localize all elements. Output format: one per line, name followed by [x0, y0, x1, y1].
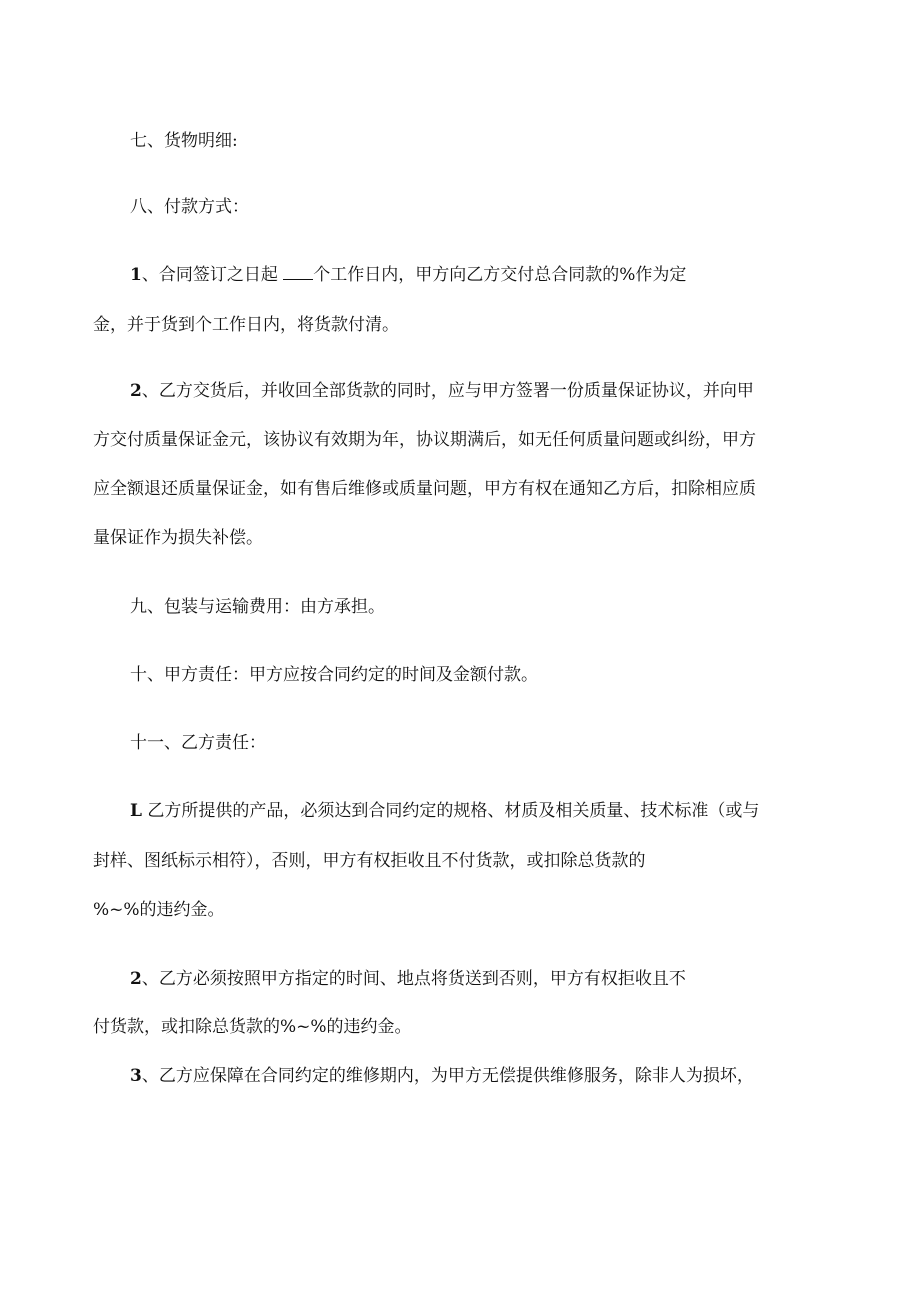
payment-clause-1-line-1: [130, 264, 686, 286]
section-9-heading: 九、包装与运输费用：由方承担。: [130, 597, 385, 617]
clause-text: 乙方所提供的产品，必须达到合同约定的规格、材质及相关质量、技术标准（或与: [141, 801, 760, 821]
party-b-clause-1-line-3: %~%的违约金。: [93, 900, 225, 920]
payment-clause-2-line-3: 应全额退还质量保证金，如有售后维修或质量问题，甲方有权在通知乙方后，扣除相应质: [93, 479, 756, 499]
clause-number: 3: [130, 1066, 142, 1086]
section-10-heading: 十、甲方责任：甲方应按合同约定的时间及金额付款。: [130, 665, 538, 685]
clause-text: 、乙方交货后，并收回全部货款的同时，应与甲方签署一份质量保证协议，并向甲: [141, 381, 754, 401]
clause-number: 2: [130, 969, 142, 989]
party-b-clause-2-line-1: [130, 968, 686, 990]
payment-clause-1-line-2: 金，并于货到个工作日内，将货款付清。: [93, 315, 399, 335]
section-7-heading: 七、货物明细:: [130, 131, 238, 151]
party-b-clause-1-line-2: 封样、图纸标示相符），否则，甲方有权拒收且不付货款，或扣除总货款的: [93, 851, 646, 871]
payment-clause-2-line-2: 方交付质量保证金元，该协议有效期为年，协议期满后，如无任何质量问题或纠纷，甲方: [93, 430, 756, 450]
party-b-clause-2-line-2: 付货款，或扣除总货款的%~%的违约金。: [93, 1017, 412, 1037]
section-8-heading: 八、付款方式：: [130, 197, 249, 217]
clause-text: 、乙方必须按照甲方指定的时间、地点将货送到否则，甲方有权拒收且不: [141, 969, 686, 989]
clause-text: 、合同签订之日起: [141, 265, 284, 285]
clause-number: 1: [130, 265, 142, 285]
clause-text: 个工作日内，甲方向乙方交付总合同款的%作为定: [313, 265, 687, 285]
payment-clause-2-line-4: 量保证作为损失补偿。: [93, 528, 263, 548]
payment-clause-2-line-1: [130, 380, 754, 402]
party-b-clause-3-line-1: [130, 1065, 754, 1087]
clause-text: 、乙方应保障在合同约定的维修期内，为甲方无偿提供维修服务，除非人为损坏，: [141, 1066, 754, 1086]
party-b-clause-1-line-1: [130, 800, 759, 822]
section-11-heading: 十一、乙方责任：: [130, 733, 266, 753]
clause-number: 2: [130, 381, 142, 401]
clause-number: L: [130, 801, 142, 821]
fill-in-blank: [283, 265, 313, 280]
